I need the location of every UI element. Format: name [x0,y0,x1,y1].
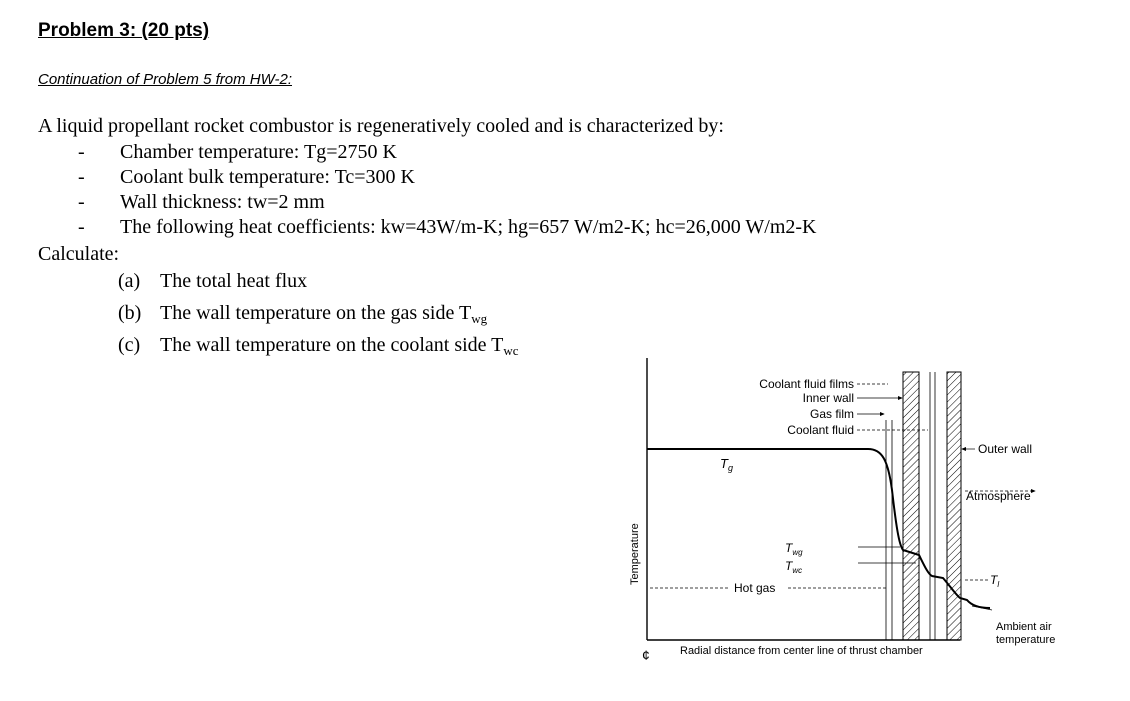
part-text: The wall temperature on the coolant side T [160,334,504,356]
label-gas-film: Gas film [809,407,854,421]
intro-text: A liquid propellant rocket combustor is regeneratively cooled and is characterized by: [38,115,724,137]
temperature-curve [647,449,990,608]
bullet-marker: - [78,191,85,213]
label-ambient-2: temperature [996,634,1056,646]
label-coolant-fluid: Coolant fluid [787,423,854,437]
given-item [78,165,816,190]
given-text: Chamber temperature: Tg=2750 K [120,141,397,163]
temperature-profile-diagram [610,350,1080,680]
part-label: (b) [118,302,142,324]
part-subscript: wg [471,311,488,326]
part-text: The wall temperature on the gas side T [160,302,472,324]
label-tl: $T_l$ [990,573,1000,589]
label-twc: $T_{wc}$ [785,559,803,575]
part-label: (c) [118,334,141,356]
question-parts [118,268,519,364]
y-axis-label: Temperature [629,523,641,585]
given-item [78,140,816,165]
inner-wall-shape [903,372,919,640]
part-label: (a) [118,270,141,292]
question-part [118,332,519,364]
bullet-marker: - [78,216,85,238]
given-text: Wall thickness: tw=2 mm [120,191,325,213]
bullet-marker: - [78,166,85,188]
given-item [78,215,816,240]
centerline-symbol: ¢ [642,647,650,663]
label-ambient-1: Ambient air [996,621,1052,633]
question-part [118,300,519,332]
outer-wall-shape [947,372,961,640]
label-coolant-fluid-films: Coolant fluid films [759,377,854,391]
label-inner-wall: Inner wall [802,391,854,405]
label-atmosphere: Atmosphere [966,489,1031,503]
x-axis-label: Radial distance from center line of thrust chamber [680,645,923,657]
label-hot-gas: Hot gas [734,581,776,595]
question-part [118,268,519,300]
label-twg: $T_{wg}$ [785,541,803,557]
calculate-label: Calculate: [38,243,120,265]
label-outer-wall: Outer wall [978,442,1033,456]
bullet-marker: - [78,141,85,163]
label-tg: $T_g$ [720,456,733,473]
problem-title: Problem 3: (20 pts) [38,20,210,41]
given-text: The following heat coefficients: kw=43W/m-K; hg=657 W/m2-K; hc=26,000 W/m2-K [120,216,817,238]
part-text: The total heat flux [160,270,308,292]
problem-subtitle: Continuation of Problem 5 from HW-2: [38,71,292,88]
given-item [78,190,816,215]
given-text: Coolant bulk temperature: Tc=300 K [120,166,415,188]
part-subscript: wc [503,343,519,358]
given-list [78,140,816,240]
